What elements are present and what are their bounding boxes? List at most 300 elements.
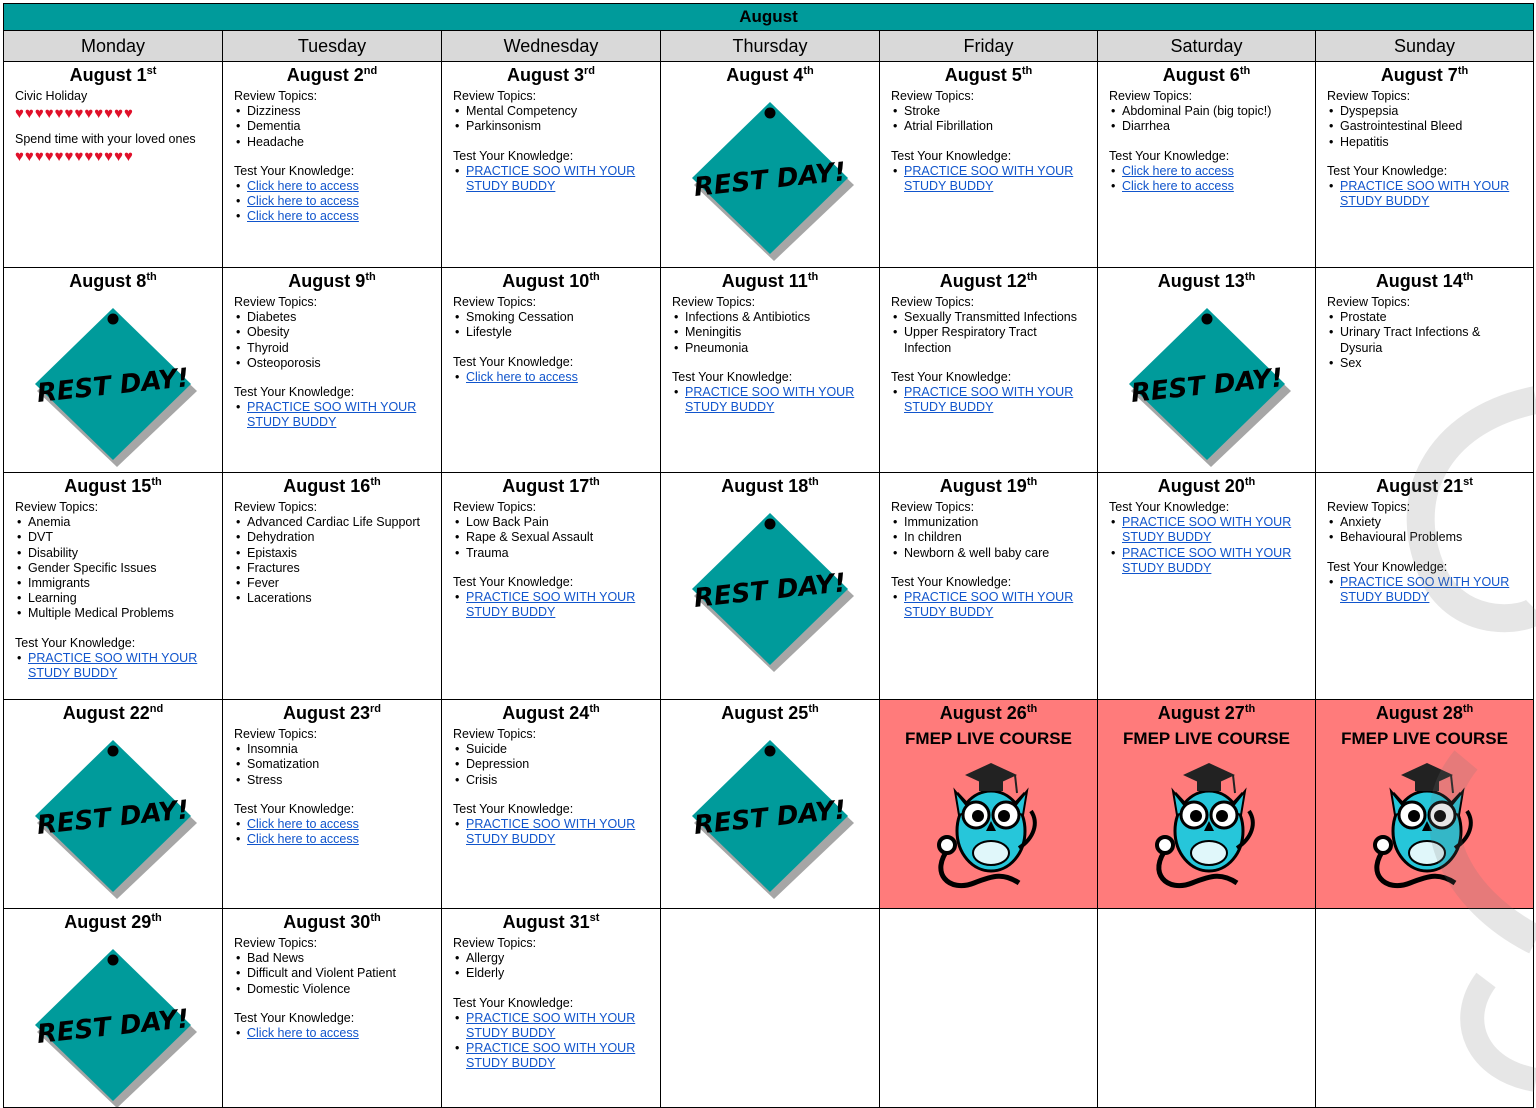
rest-day-sticky-note (680, 734, 860, 904)
day-cell (880, 473, 1098, 700)
cell-body (223, 86, 441, 225)
topic-item: • Anemia (28, 515, 211, 530)
date-heading (1316, 270, 1533, 292)
date-text: August 12 (939, 271, 1027, 291)
topic-list (891, 104, 1086, 134)
cell-body (442, 86, 660, 194)
topic-item: • Lifestyle (466, 325, 649, 340)
date-text: August 28 (1375, 703, 1463, 723)
topic-item: • Dyspepsia (1340, 104, 1522, 119)
test-knowledge-label: Test Your Knowledge: (891, 369, 1012, 384)
rest-day-sticky-note (23, 734, 203, 904)
access-link[interactable]: PRACTICE SOO WITH YOUR STUDY BUDDY (685, 385, 855, 415)
review-topics-label: Review Topics: (453, 727, 537, 741)
owl-graduate-icon (1355, 753, 1495, 893)
rest-day-sticky-note (23, 302, 203, 472)
link-item (904, 590, 1086, 620)
date-suffix: st (1463, 476, 1473, 488)
topic-item: • Low Back Pain (466, 515, 649, 530)
link-item (247, 400, 430, 430)
day-cell (1098, 268, 1316, 473)
date-suffix: th (1026, 476, 1038, 488)
day-cell (442, 909, 661, 1108)
day-cell (1316, 909, 1534, 1108)
day-cell (880, 62, 1098, 268)
date-suffix: th (1244, 476, 1256, 488)
link-item (466, 1041, 649, 1071)
date-suffix: th (808, 703, 819, 715)
date-suffix: th (370, 476, 381, 488)
link-item (904, 385, 1086, 415)
topic-item: • Lacerations (247, 591, 430, 606)
test-knowledge-label: Test Your Knowledge: (234, 801, 355, 816)
date-text: August 24 (502, 703, 590, 723)
date-heading (4, 702, 222, 724)
date-heading (442, 702, 660, 724)
date-heading (4, 475, 222, 497)
access-link[interactable]: Click here to access (466, 369, 578, 384)
date-heading (1098, 64, 1315, 86)
day-name-row (4, 31, 1534, 62)
link-list (453, 1011, 649, 1072)
date-text: August 30 (283, 912, 371, 932)
date-suffix: th (803, 65, 814, 77)
live-course-label: FMEP LIVE COURSE (905, 729, 1072, 748)
topic-item: • Bad News (247, 951, 430, 966)
date-suffix: th (151, 912, 162, 924)
topic-list (234, 742, 430, 788)
date-text: August 18 (721, 476, 809, 496)
date-heading (442, 475, 660, 497)
test-knowledge-label: Test Your Knowledge: (453, 148, 574, 163)
date-text: August 21 (1376, 476, 1464, 496)
topic-item: • Suicide (466, 742, 649, 757)
cell-body (442, 497, 660, 620)
cell-body (661, 292, 879, 415)
date-heading (442, 270, 660, 292)
topic-item: • Domestic Violence (247, 982, 430, 997)
date-heading (661, 64, 879, 86)
topic-item: • DVT (28, 530, 211, 545)
link-list (1327, 179, 1522, 209)
date-suffix: th (1026, 703, 1038, 715)
review-topics-label: Review Topics: (453, 89, 537, 103)
link-item (466, 590, 649, 620)
calendar-weeks (4, 62, 1534, 1108)
rest-day-label: REST DAY! (692, 157, 848, 203)
topic-item: • Urinary Tract Infections & Dysuria (1340, 325, 1522, 355)
review-topics-label: Review Topics: (234, 936, 318, 950)
test-knowledge-label: Test Your Knowledge: (15, 635, 136, 650)
date-text: August 10 (502, 271, 590, 291)
date-suffix: th (589, 703, 600, 715)
date-heading (223, 911, 441, 933)
topic-list (234, 951, 430, 997)
date-suffix: th (1244, 703, 1256, 715)
day-cell (4, 700, 223, 909)
day-cell (661, 909, 880, 1108)
date-suffix: th (1462, 703, 1474, 715)
hearts-icon: ♥♥♥♥♥♥♥♥♥♥♥♥ (15, 148, 134, 166)
date-heading (661, 475, 879, 497)
day-name-wednesday: Wednesday (442, 31, 661, 62)
link-item (247, 194, 430, 209)
date-text: August 15 (64, 476, 152, 496)
date-text: August 4 (726, 65, 804, 85)
link-item (1122, 179, 1304, 194)
access-link[interactable]: PRACTICE SOO WITH YOUR STUDY BUDDY (247, 400, 417, 430)
day-cell (223, 62, 442, 268)
topic-item: • Dizziness (247, 104, 430, 119)
topic-item: • Dehydration (247, 530, 430, 545)
topic-list (453, 515, 649, 561)
access-link[interactable]: Click here to access (247, 817, 359, 832)
date-text: August 31 (502, 912, 590, 932)
date-text: August 27 (1157, 703, 1245, 723)
day-cell (1098, 62, 1316, 268)
rest-day-sticky-note (680, 96, 860, 266)
test-knowledge-label: Test Your Knowledge: (453, 995, 574, 1010)
day-cell (442, 700, 661, 909)
date-heading (223, 64, 441, 86)
owl-graduate-icon (919, 753, 1059, 893)
access-link[interactable]: PRACTICE SOO WITH YOUR STUDY BUDDY (1340, 179, 1510, 209)
topic-item: • In children (904, 530, 1086, 545)
date-text: August 5 (944, 65, 1022, 85)
cell-body (442, 933, 660, 1072)
day-cell (442, 473, 661, 700)
date-text: August 25 (721, 703, 809, 723)
link-list (1327, 575, 1522, 605)
date-suffix: th (807, 271, 819, 283)
test-knowledge-label: Test Your Knowledge: (891, 574, 1012, 589)
topic-item: • Learning (28, 591, 211, 606)
date-suffix: th (1021, 65, 1033, 77)
week-row (4, 909, 1534, 1108)
day-cell (1098, 473, 1316, 700)
topic-item: • Atrial Fibrillation (904, 119, 1086, 134)
test-knowledge-label: Test Your Knowledge: (234, 385, 355, 400)
day-cell (223, 700, 442, 909)
day-name-saturday: Saturday (1098, 31, 1316, 62)
date-heading (661, 702, 879, 724)
day-name-tuesday: Tuesday (223, 31, 442, 62)
link-list (234, 400, 430, 430)
date-text: August 6 (1162, 65, 1240, 85)
access-link[interactable]: Click here to access (247, 832, 359, 847)
topic-item: • Multiple Medical Problems (28, 606, 211, 621)
rest-day-sticky-note (23, 943, 203, 1108)
date-suffix: th (589, 271, 600, 283)
topic-item: • Behavioural Problems (1340, 530, 1522, 545)
topic-item: • Abdominal Pain (big topic!) (1122, 104, 1304, 119)
day-cell (1316, 268, 1534, 473)
topic-item: • Parkinsonism (466, 119, 649, 134)
date-heading (1098, 270, 1315, 292)
topic-item: • Somatization (247, 757, 430, 772)
date-text: August 2 (286, 65, 364, 85)
week-row (4, 62, 1534, 268)
date-heading (1098, 475, 1315, 497)
holiday-name: Civic Holiday (15, 89, 88, 103)
link-list (234, 817, 430, 847)
access-link[interactable]: PRACTICE SOO WITH YOUR STUDY BUDDY (466, 590, 636, 620)
cell-body (880, 86, 1097, 194)
day-cell (442, 62, 661, 268)
date-heading (1316, 64, 1533, 86)
week-row (4, 473, 1534, 700)
link-item (247, 179, 430, 194)
access-link[interactable]: PRACTICE SOO WITH YOUR STUDY BUDDY (466, 1010, 636, 1041)
link-item (466, 164, 649, 194)
owl-graduate-icon (1137, 753, 1277, 893)
rest-day-sticky-note (1117, 302, 1297, 472)
link-item (1122, 546, 1304, 576)
link-list (891, 590, 1086, 620)
link-list (234, 1026, 430, 1041)
topic-list (1327, 515, 1522, 545)
access-link[interactable]: PRACTICE SOO WITH YOUR STUDY BUDDY (1122, 515, 1292, 545)
cell-body (4, 86, 222, 165)
date-heading (1316, 475, 1533, 497)
date-suffix: th (1462, 271, 1474, 283)
day-cell (1098, 700, 1316, 909)
date-text: August 13 (1157, 271, 1245, 291)
day-cell (880, 700, 1098, 909)
access-link[interactable]: Click here to access (1122, 179, 1234, 194)
link-item (466, 370, 649, 385)
day-cell (661, 268, 880, 473)
topic-list (1109, 104, 1304, 134)
access-link[interactable]: PRACTICE SOO WITH YOUR STUDY BUDDY (466, 163, 636, 194)
link-list (891, 164, 1086, 194)
cell-body (442, 724, 660, 847)
topic-item: • Gastrointestinal Bleed (1340, 119, 1522, 134)
month-title: August (4, 4, 1534, 31)
review-topics-label: Review Topics: (15, 500, 99, 514)
topic-list (1327, 104, 1522, 150)
date-text: August 26 (939, 703, 1027, 723)
test-knowledge-label: Test Your Knowledge: (234, 1010, 355, 1025)
day-cell (1316, 473, 1534, 700)
test-knowledge-label: Test Your Knowledge: (1327, 559, 1448, 574)
date-text: August 11 (721, 271, 808, 291)
date-heading (223, 702, 441, 724)
access-link[interactable]: PRACTICE SOO WITH YOUR STUDY BUDDY (1340, 574, 1510, 605)
link-item (904, 164, 1086, 194)
link-list (672, 385, 868, 415)
test-knowledge-label: Test Your Knowledge: (453, 354, 574, 369)
access-link[interactable]: PRACTICE SOO WITH YOUR STUDY BUDDY (904, 163, 1074, 194)
date-suffix: th (146, 271, 157, 283)
access-link[interactable]: PRACTICE SOO WITH YOUR STUDY BUDDY (466, 1041, 636, 1071)
date-text: August 8 (69, 271, 147, 291)
topic-item: • Headache (247, 135, 430, 150)
day-cell (661, 62, 880, 268)
date-heading (1098, 702, 1315, 724)
topic-item: • Advanced Cardiac Life Support (247, 515, 430, 530)
day-cell (223, 909, 442, 1108)
topic-item: • Sex (1340, 356, 1522, 371)
day-cell (1098, 909, 1316, 1108)
access-link[interactable]: Click here to access (1122, 163, 1234, 178)
topic-item: • Dementia (247, 119, 430, 134)
topic-item: • Stress (247, 773, 430, 788)
topic-list (891, 515, 1086, 561)
topic-item: • Allergy (466, 951, 649, 966)
review-topics-label: Review Topics: (453, 936, 537, 950)
topic-item: • Fever (247, 576, 430, 591)
test-knowledge-label: Test Your Knowledge: (1109, 148, 1230, 163)
week-row (4, 268, 1534, 473)
day-name-sunday: Sunday (1316, 31, 1534, 62)
date-heading (661, 270, 879, 292)
topic-item: • Diarrhea (1122, 119, 1304, 134)
day-cell (880, 909, 1098, 1108)
access-link[interactable]: PRACTICE SOO WITH YOUR STUDY BUDDY (466, 817, 636, 847)
access-link[interactable]: Click here to access (247, 1026, 359, 1041)
topic-item: • Elderly (466, 966, 649, 981)
topic-item: • Depression (466, 757, 649, 772)
link-item (28, 651, 211, 681)
review-topics-label: Review Topics: (1327, 295, 1411, 309)
date-heading (880, 702, 1097, 724)
topic-item: • Difficult and Violent Patient (247, 966, 430, 981)
topic-item: • Upper Respiratory Tract Infection (904, 325, 1086, 355)
access-link[interactable]: PRACTICE SOO WITH YOUR STUDY BUDDY (1122, 545, 1292, 575)
date-suffix: st (146, 65, 157, 77)
day-cell (442, 268, 661, 473)
link-item (247, 1026, 430, 1041)
date-suffix: th (151, 476, 162, 488)
link-item (1122, 515, 1304, 545)
review-topics-label: Review Topics: (672, 295, 756, 309)
access-link[interactable]: PRACTICE SOO WITH YOUR STUDY BUDDY (904, 385, 1074, 415)
date-heading (442, 64, 660, 86)
review-topics-label: Review Topics: (1327, 89, 1411, 103)
date-text: August 14 (1375, 271, 1463, 291)
topic-list (15, 515, 211, 621)
date-suffix: nd (149, 703, 164, 715)
topic-item: • Rape & Sexual Assault (466, 530, 649, 545)
date-heading (880, 270, 1097, 292)
link-list (453, 370, 649, 385)
topic-list (453, 742, 649, 788)
rest-day-label: REST DAY! (35, 795, 191, 841)
date-heading (223, 475, 441, 497)
access-link[interactable]: Click here to access (247, 209, 359, 224)
cell-body (223, 292, 441, 431)
date-heading (4, 270, 222, 292)
day-cell (4, 62, 223, 268)
link-list (1109, 515, 1304, 576)
review-topics-label: Review Topics: (1327, 500, 1411, 514)
test-knowledge-label: Test Your Knowledge: (1327, 163, 1448, 178)
link-item (247, 209, 430, 224)
link-list (15, 651, 211, 681)
date-suffix: st (589, 912, 600, 924)
topic-item: • Immigrants (28, 576, 211, 591)
day-cell (223, 473, 442, 700)
date-heading (1316, 702, 1533, 724)
review-topics-label: Review Topics: (234, 727, 318, 741)
date-suffix: th (1457, 65, 1469, 77)
topic-item: • Hepatitis (1340, 135, 1522, 150)
day-cell (661, 473, 880, 700)
date-text: August 23 (282, 703, 370, 723)
cell-body (442, 292, 660, 385)
link-item (685, 385, 868, 415)
day-cell (1316, 62, 1534, 268)
topic-list (234, 515, 430, 606)
date-suffix: th (1026, 271, 1038, 283)
topic-item: • Smoking Cessation (466, 310, 649, 325)
cell-body (1316, 86, 1533, 209)
rest-day-label: REST DAY! (1128, 363, 1285, 409)
date-heading (880, 64, 1097, 86)
topic-item: • Trauma (466, 546, 649, 561)
date-suffix: th (365, 271, 376, 283)
review-topics-label: Review Topics: (453, 500, 537, 514)
link-item (1340, 575, 1522, 605)
topic-list (453, 104, 649, 134)
link-list (453, 164, 649, 194)
topic-item: • Infections & Antibiotics (685, 310, 868, 325)
day-name-friday: Friday (880, 31, 1098, 62)
date-suffix: th (370, 912, 381, 924)
rest-day-sticky-note (680, 507, 860, 677)
date-text: August 19 (939, 476, 1027, 496)
review-topics-label: Review Topics: (891, 295, 975, 309)
review-topics-label: Review Topics: (1109, 89, 1193, 103)
date-text: August 29 (64, 912, 152, 932)
access-link[interactable]: PRACTICE SOO WITH YOUR STUDY BUDDY (28, 650, 198, 681)
rest-day-label: REST DAY! (692, 568, 848, 614)
day-cell (661, 700, 880, 909)
topic-item: • Fractures (247, 561, 430, 576)
date-suffix: nd (363, 65, 378, 77)
day-cell (223, 268, 442, 473)
access-link[interactable]: Click here to access (247, 179, 359, 194)
cell-body (1098, 86, 1315, 194)
date-heading (880, 475, 1097, 497)
date-text: August 3 (506, 65, 584, 85)
date-suffix: rd (370, 703, 381, 715)
topic-item: • Osteoporosis (247, 356, 430, 371)
link-list (1109, 164, 1304, 194)
topic-item: • Crisis (466, 773, 649, 788)
date-heading (4, 911, 222, 933)
cell-body (223, 497, 441, 606)
access-link[interactable]: Click here to access (247, 194, 359, 209)
cell-body (880, 292, 1097, 415)
cell-body (1316, 497, 1533, 605)
topic-item: • Epistaxis (247, 546, 430, 561)
access-link[interactable]: PRACTICE SOO WITH YOUR STUDY BUDDY (904, 590, 1074, 620)
day-cell (4, 473, 223, 700)
week-row (4, 700, 1534, 909)
date-heading (442, 911, 660, 933)
review-topics-label: Review Topics: (453, 295, 537, 309)
topic-list (672, 310, 868, 356)
topic-item: • Prostate (1340, 310, 1522, 325)
date-suffix: th (808, 476, 819, 488)
topic-item: • Meningitis (685, 325, 868, 340)
day-cell (880, 268, 1098, 473)
live-course-label: FMEP LIVE COURSE (1341, 729, 1508, 748)
hearts-icon: ♥♥♥♥♥♥♥♥♥♥♥♥ (15, 105, 134, 123)
cell-body (1316, 292, 1533, 371)
